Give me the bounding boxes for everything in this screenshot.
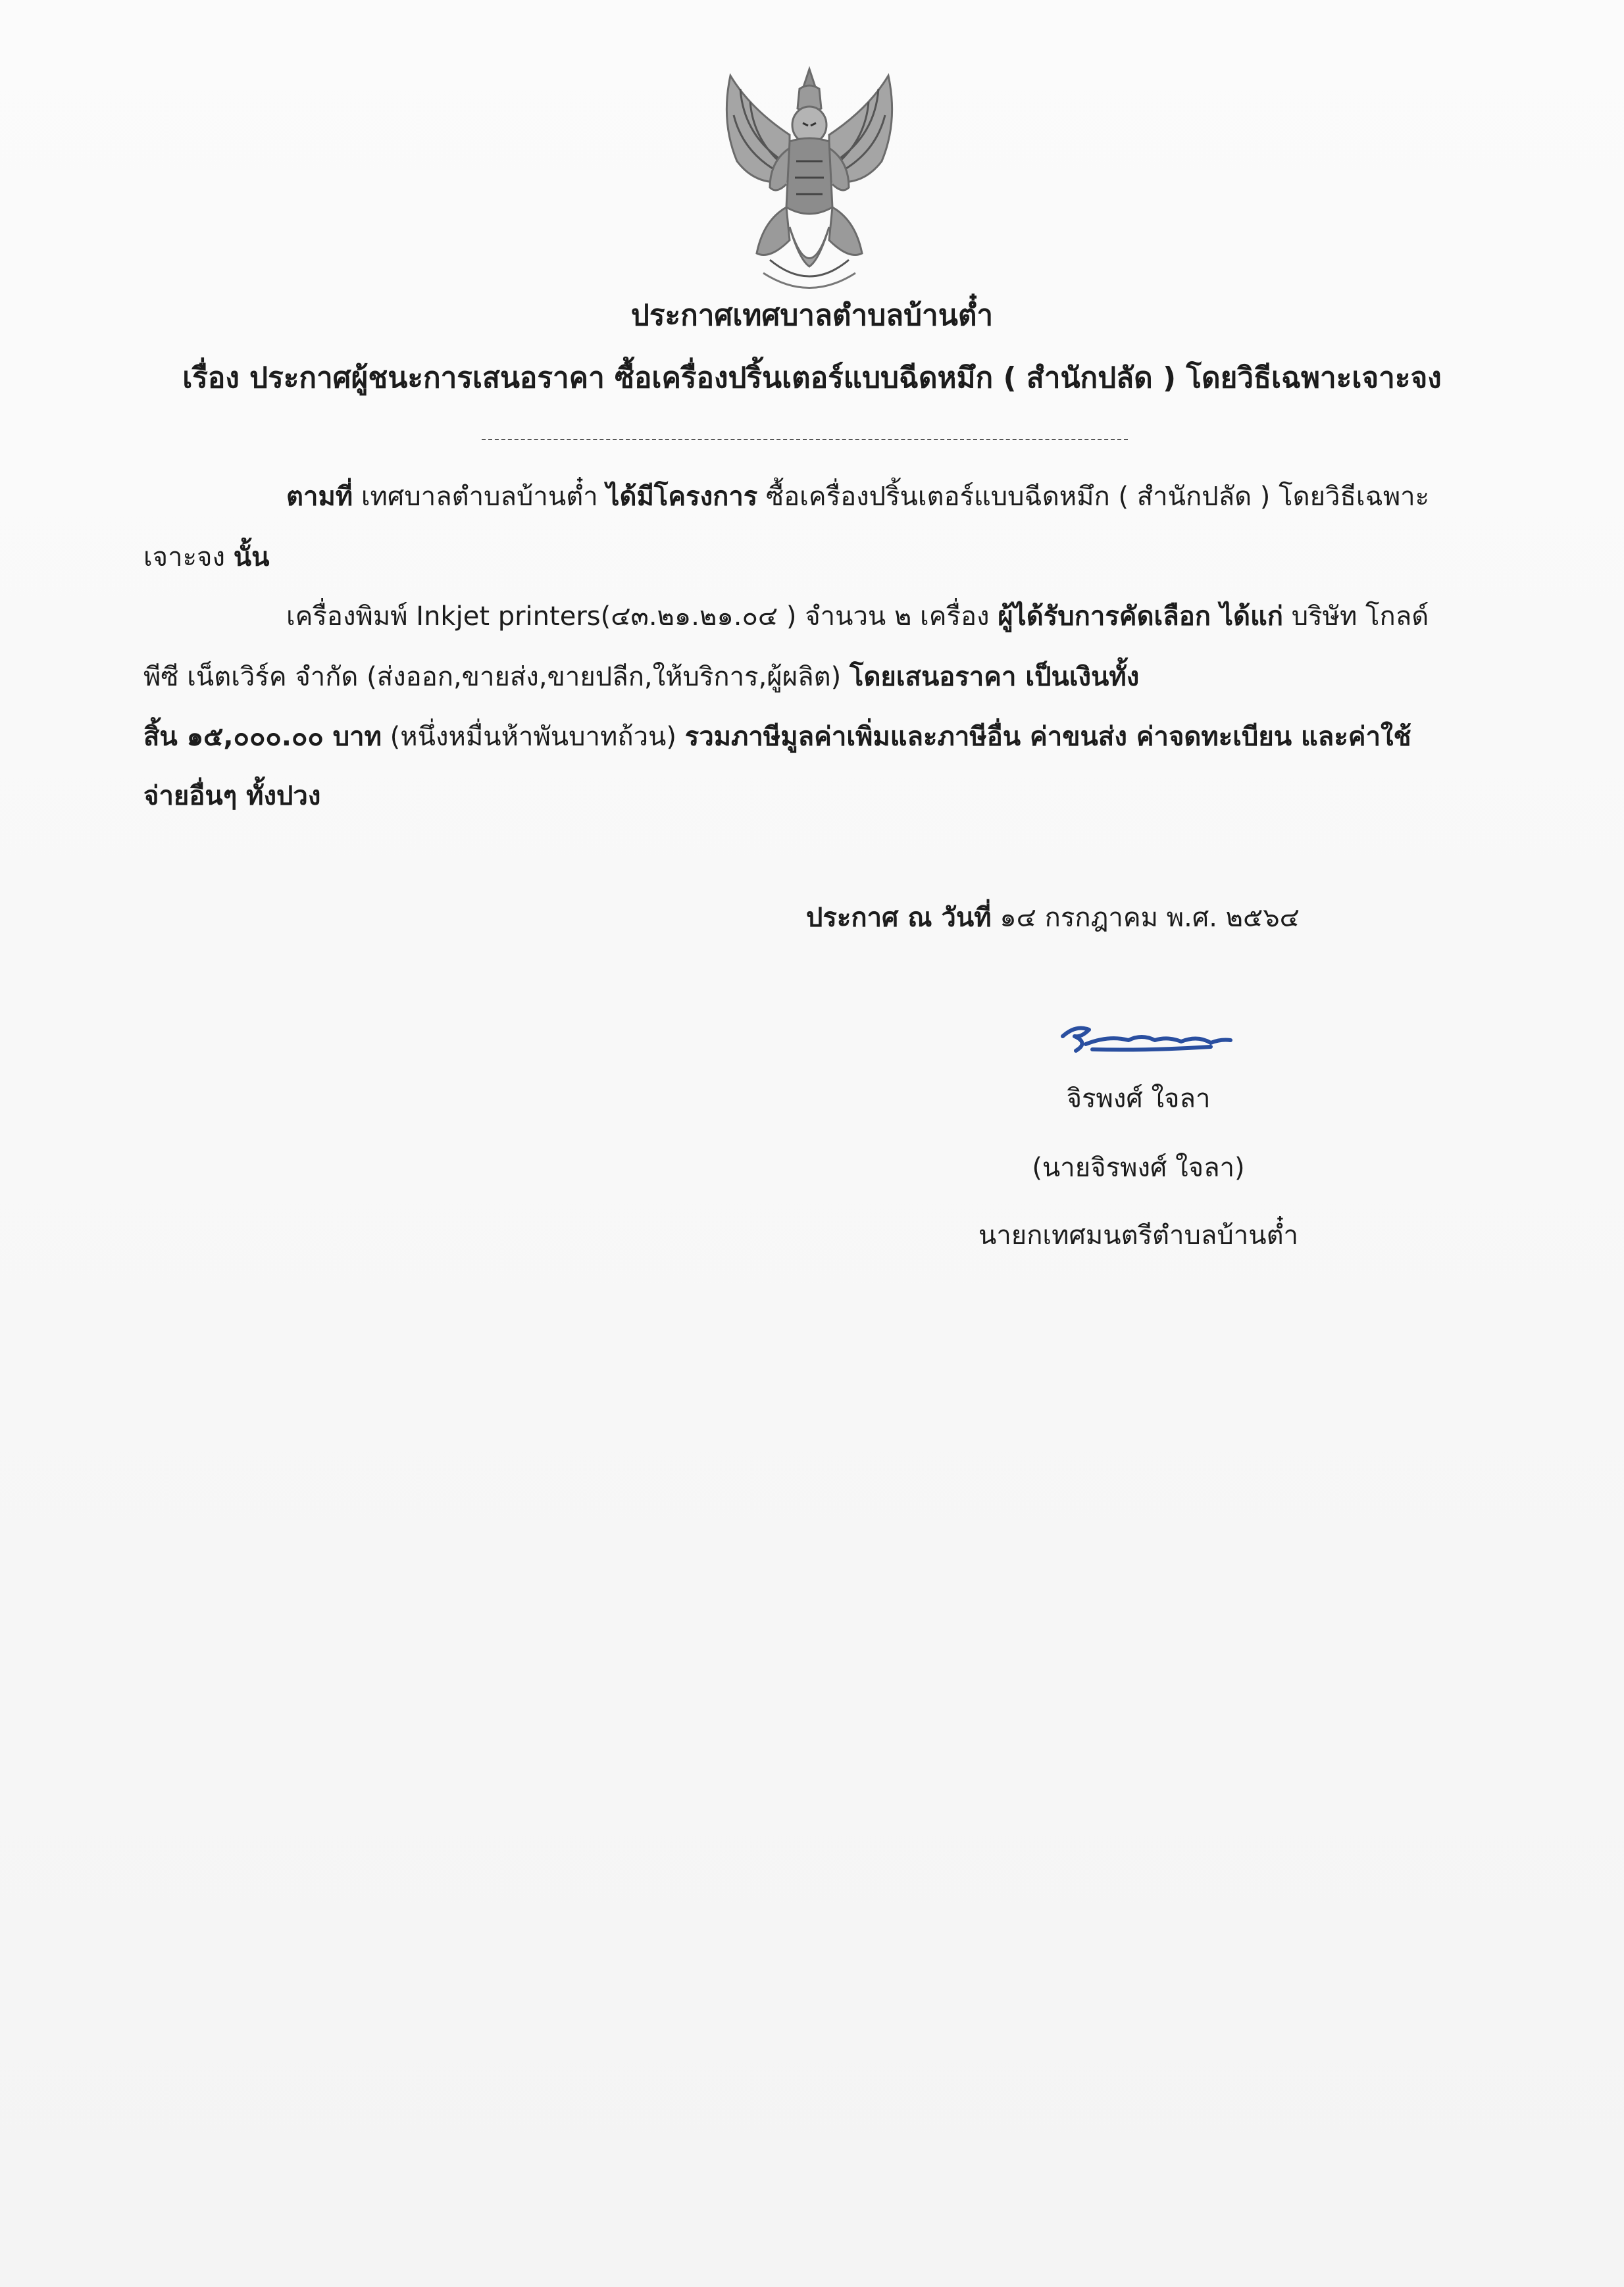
paragraph-1-lead: ตามที่ xyxy=(286,482,353,512)
signatory-name: จิรพงศ์ ใจลา xyxy=(1066,1084,1211,1114)
paragraph-1-method-end: เจาะจง xyxy=(143,542,234,572)
paragraph-2-company-start: บริษัท โกลด์ xyxy=(1282,601,1429,632)
date-label: ประกาศ ณ วันที่ xyxy=(806,903,992,933)
garuda-emblem-icon xyxy=(691,63,928,299)
document-subject: เรื่อง ประกาศผู้ชนะการเสนอราคา ซื้อเครื่องปริ้นเตอร์แบบฉีดหมึก ( สำนักปลัด ) โดยวิธีเฉพาะเจาะจง xyxy=(182,361,1442,395)
paragraph-1-project: ซื้อเครื่องปริ้นเตอร์แบบฉีดหมึก ( สำนักปลัด ) โดยวิธีเฉพาะ xyxy=(757,482,1430,512)
document-title: ประกาศเทศบาลตำบลบ้านต๋ำ xyxy=(630,299,994,332)
paragraph-2-inclusions: รวมภาษีมูลค่าเพิ่มและภาษีอื่น ค่าขนส่ง ค่าจดทะเบียน และค่าใช้ xyxy=(684,722,1411,752)
paragraph-2-line-1 xyxy=(286,597,1429,636)
paragraph-2-company: พีซี เน็ตเวิร์ค จำกัด (ส่งออก,ขายส่ง,ขายปลีก,ให้บริการ,ผู้ผลิต) xyxy=(143,662,850,692)
heading-divider xyxy=(482,439,1128,440)
signatory-full-name: (นายจิรพงศ์ ใจลา) xyxy=(1032,1153,1245,1183)
paragraph-1-line-1 xyxy=(286,477,1429,516)
signatory-position: นายกเทศมนตรีตำบลบ้านต๋ำ xyxy=(978,1220,1299,1251)
paragraph-1-project-label: ได้มีโครงการ xyxy=(606,482,758,512)
paragraph-2-offer-label: โดยเสนอราคา เป็นเงินทั้ง xyxy=(849,662,1140,692)
paragraph-1-line-2 xyxy=(143,538,269,577)
paragraph-2-total-label: สิ้น xyxy=(143,722,187,752)
paragraph-2-amount-words: (หนึ่งหมื่นห้าพันบาทถ้วน) xyxy=(381,722,685,752)
announcement-date xyxy=(806,898,1300,938)
paragraph-2-amount: ๑๕,๐๐๐.๐๐ xyxy=(186,722,324,752)
paragraph-2-line-3 xyxy=(143,717,1411,757)
paragraph-2-currency: บาท xyxy=(323,722,382,752)
handwritten-signature xyxy=(1050,1010,1240,1063)
paragraph-2-line-4: จ่ายอื่นๆ ทั้งปวง xyxy=(143,781,321,811)
paragraph-1-closing: นั้น xyxy=(233,542,270,572)
paragraph-2-item: เครื่องพิมพ์ Inkjet printers(๔๓.๒๑.๒๑.๐๔ ) จำนวน ๒ เครื่อง xyxy=(286,601,998,632)
paragraph-2-winner-label: ผู้ได้รับการคัดเลือก ได้แก่ xyxy=(998,601,1283,632)
date-value: ๑๔ กรกฎาคม พ.ศ. ๒๕๖๔ xyxy=(991,903,1300,933)
paragraph-2-line-2 xyxy=(143,657,1139,697)
paragraph-1-org: เทศบาลตำบลบ้านต๋ำ xyxy=(353,482,607,512)
